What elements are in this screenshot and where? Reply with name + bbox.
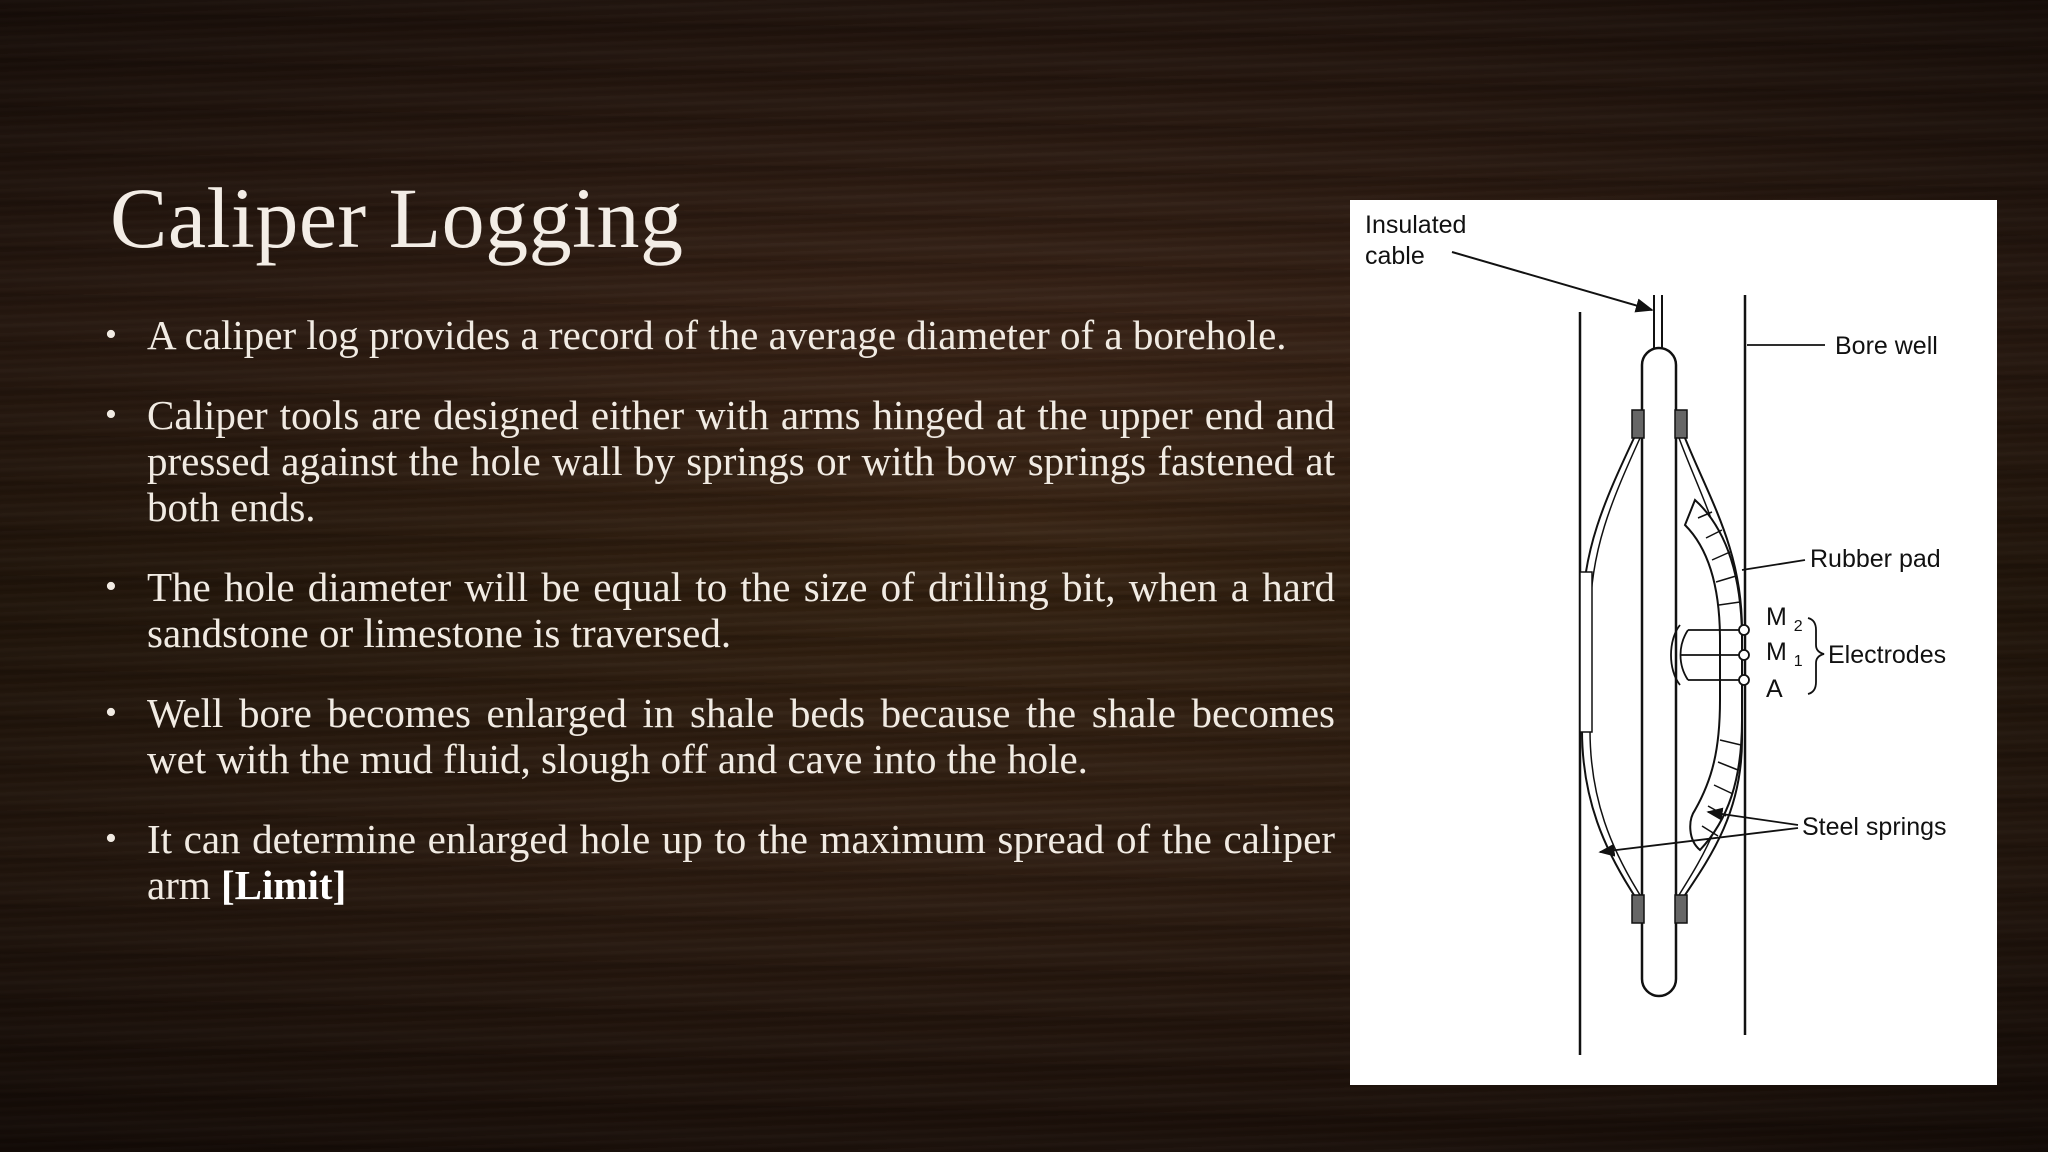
label-steel-springs: Steel springs <box>1802 813 1947 841</box>
label-insulated: Insulated <box>1365 211 1467 239</box>
bullet-marker: • <box>105 568 117 605</box>
bullet-item <box>105 690 1335 782</box>
bullet-item <box>105 564 1335 656</box>
bullet-marker: • <box>105 820 117 857</box>
bullet-marker: • <box>105 396 117 433</box>
bullet-marker: • <box>105 694 117 731</box>
left-pad <box>1580 572 1592 732</box>
bullet-text: The hole diameter will be equal to the size of drilling bit, when a hard sandstone or limestone is traversed. <box>147 564 1335 656</box>
label-a: A <box>1766 675 1783 703</box>
slide-title: Caliper Logging <box>110 170 684 266</box>
bullet-item <box>105 392 1335 530</box>
tool-body <box>1642 348 1676 996</box>
label-electrodes: Electrodes <box>1828 641 1947 669</box>
label-m2 <box>1766 603 1803 635</box>
bullet-text: Caliper tools are designed either with arms hinged at the upper end and pressed against the hole wall by springs or with bow springs fastened at both ends. <box>147 392 1335 530</box>
upper-clamp-right <box>1675 410 1687 438</box>
bullet-text: A caliper log provides a record of the average diameter of a borehole. <box>147 312 1287 358</box>
electrode-m2 <box>1739 625 1749 635</box>
bullet-list <box>105 312 1335 942</box>
rubber-pad <box>1685 500 1742 850</box>
left-bow-spring-inner <box>1590 438 1640 895</box>
label-cable: cable <box>1365 242 1425 270</box>
limit-emphasis: [Limit] <box>221 862 347 908</box>
bullet-marker: • <box>105 316 117 353</box>
bullet-text: It can determine enlarged hole up to the maximum spread of the caliper arm <box>147 816 1335 908</box>
label-m1-letter: M <box>1766 638 1787 666</box>
cable-arrow <box>1452 252 1652 310</box>
electrodes-brace <box>1808 618 1824 694</box>
bullet-item <box>105 816 1335 908</box>
bullet-text: Well bore becomes enlarged in shale beds because the shale becomes wet with the mud fluid, slough off and cave into the hole. <box>147 690 1335 782</box>
bullet-item <box>105 312 1335 358</box>
label-m2-letter: M <box>1766 603 1787 631</box>
label-m1 <box>1766 638 1803 670</box>
label-bore-well: Bore well <box>1835 332 1938 360</box>
electrode-m1 <box>1739 650 1749 660</box>
lower-clamp-left <box>1632 895 1644 923</box>
caliper-diagram-panel <box>1350 200 1997 1085</box>
label-m2-sub: 2 <box>1793 618 1803 635</box>
label-m1-sub: 1 <box>1793 653 1803 670</box>
caliper-tool-diagram <box>1350 200 1997 1085</box>
upper-clamp-left <box>1632 410 1644 438</box>
electrode-a <box>1739 675 1749 685</box>
rubber-pad-leader <box>1742 560 1805 570</box>
label-rubber-pad: Rubber pad <box>1810 545 1941 573</box>
lower-clamp-right <box>1675 895 1687 923</box>
